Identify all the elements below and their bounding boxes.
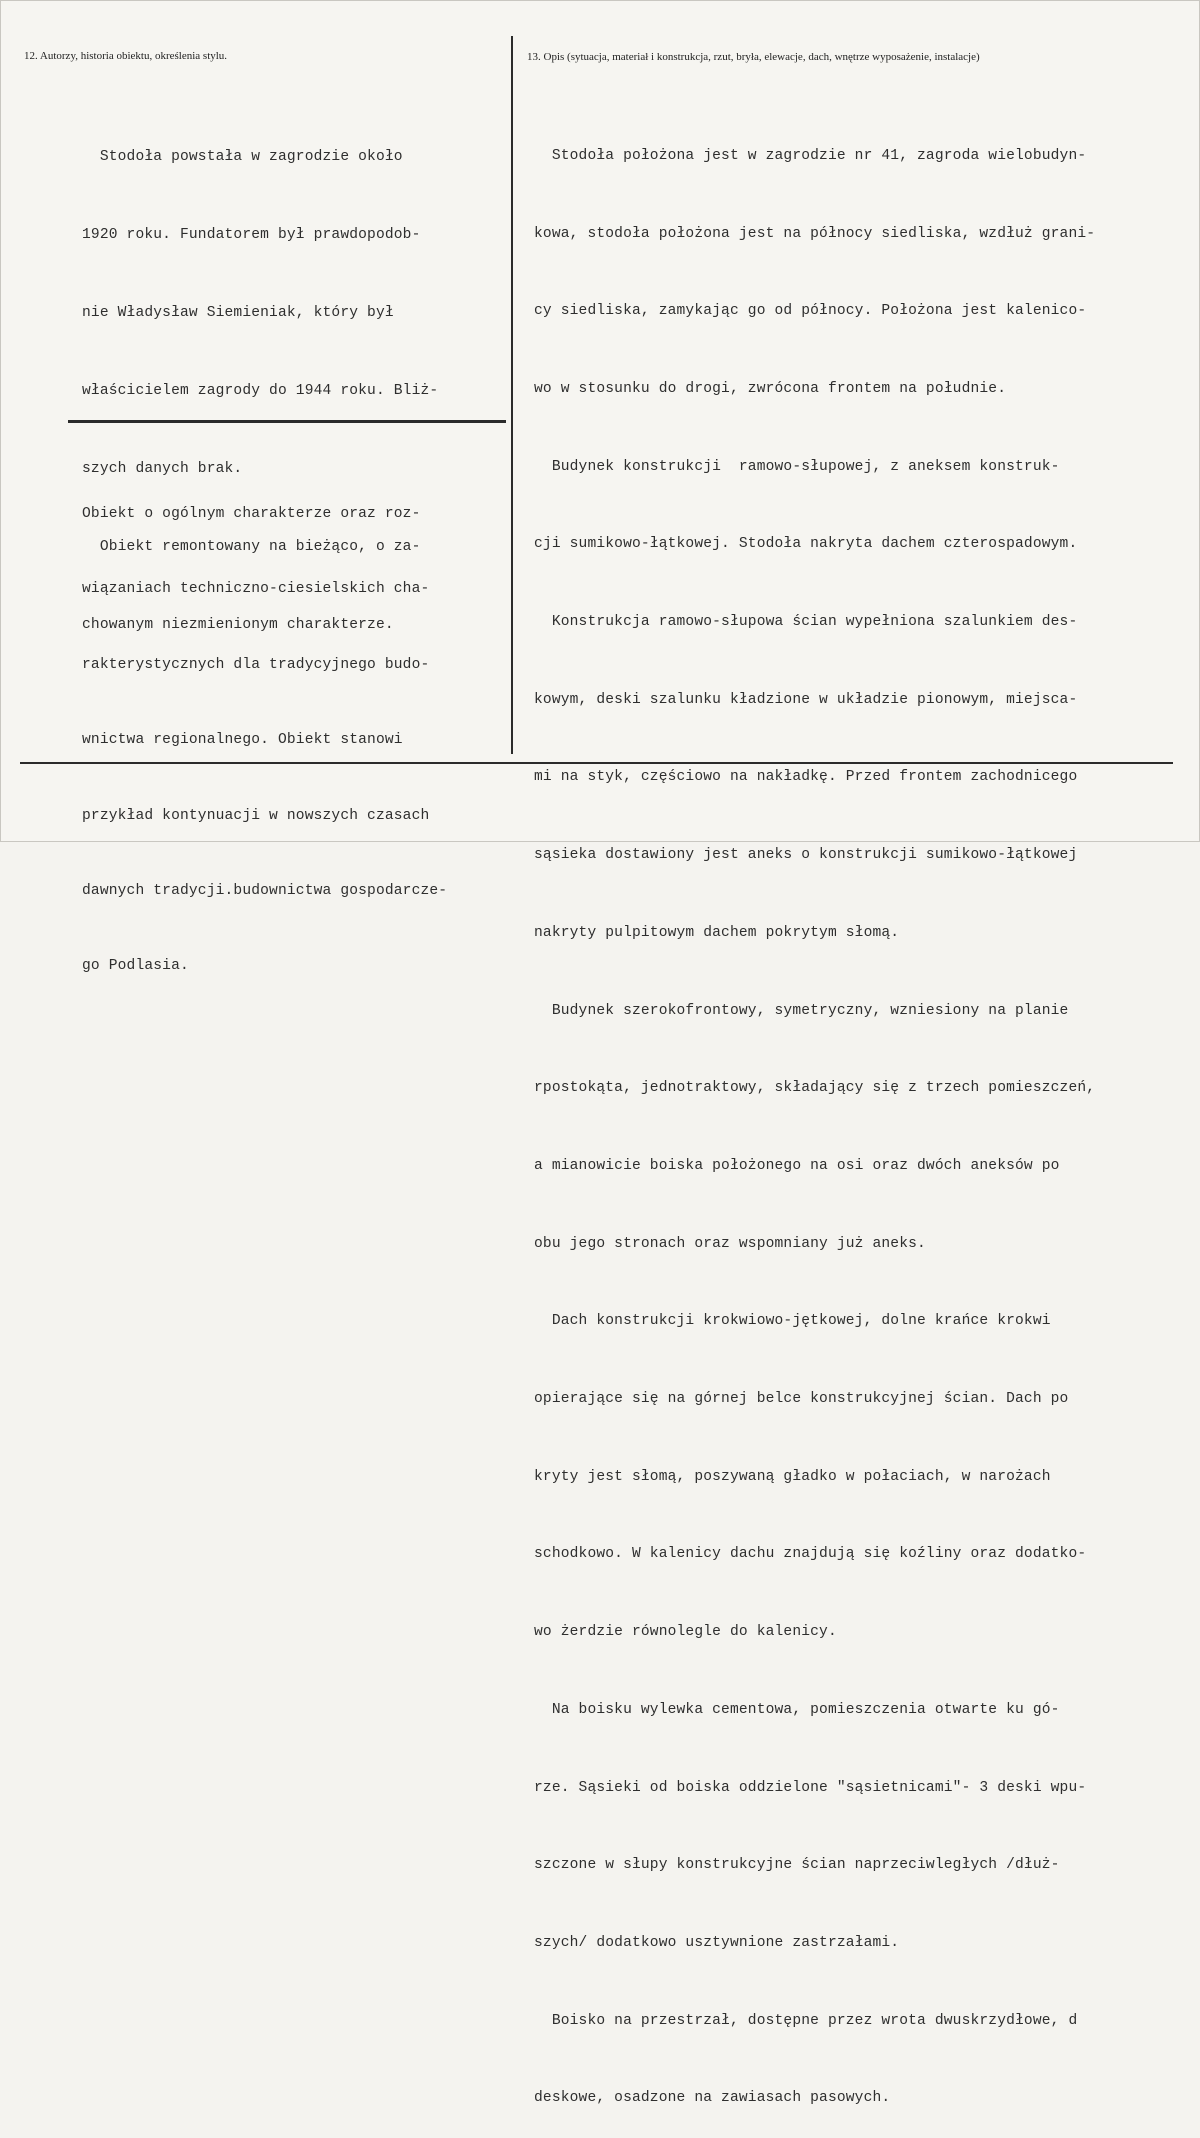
text-line: Obiekt remontowany na bieżąco, o za- [82, 539, 421, 555]
text-line: właścicielem zagrody do 1944 roku. Bliż- [82, 383, 439, 399]
text-line: obu jego stronach oraz wspomniany już aneks. [534, 1235, 926, 1252]
text-line: Budynek konstrukcji ramowo-słupowej, z aneksem konstruk- [534, 458, 1060, 475]
text-line: deskowe, osadzone na zawiasach pasowych. [534, 2090, 891, 2107]
text-line: kowym, deski szalunku kładzione w układzie pionowym, miejsca- [534, 691, 1078, 708]
text-line: mi na styk, częściowo na nakładkę. Przed frontem zachodnicego [534, 769, 1078, 786]
text-line: Boisko na przestrzał, dostępne przez wrota dwuskrzydłowe, d [534, 2012, 1078, 2029]
text-line: sąsieka dostawiony jest aneks o konstrukcji sumikowo-łątkowej [534, 847, 1078, 864]
text-line: go Podlasia. [82, 958, 189, 975]
text-line: kryty jest słomą, poszywaną gładko w połaciach, w narożach [534, 1468, 1051, 1485]
text-line: wnictwa regionalnego. Obiekt stanowi [82, 732, 403, 749]
text-line: przykład kontynuacji w nowszych czasach [82, 807, 430, 824]
text-line: a mianowicie boiska położonego na osi oraz dwóch aneksów po [534, 1157, 1060, 1174]
column-divider [511, 36, 513, 754]
description-text [534, 92, 1095, 2138]
text-line: kowa, stodoła położona jest na północy siedliska, wzdłuż grani- [534, 225, 1096, 242]
text-line: Dach konstrukcji krokwiowo-jętkowej, dolne krańce krokwi [534, 1313, 1051, 1330]
text-line: szych danych brak. [82, 461, 243, 477]
text-line: Budynek szerokofrontowy, symetryczny, wzniesiony na planie [534, 1002, 1069, 1019]
text-line: dawnych tradycji.budownictwa gospodarcze- [82, 882, 448, 899]
text-line: nakryty pulpitowym dachem pokrytym słomą. [534, 924, 900, 941]
text-line: wiązaniach techniczno-ciesielskich cha- [82, 581, 430, 598]
text-line: schodkowo. W kalenicy dachu znajdują się koźliny oraz dodatko- [534, 1546, 1087, 1563]
text-line: rpostokąta, jednotraktowy, składający się z trzech pomieszczeń, [534, 1080, 1096, 1097]
style-summary-text [82, 452, 447, 1005]
text-line: Na boisku wylewka cementowa, pomieszczenia otwarte ku gó- [534, 1701, 1060, 1718]
text-line: cji sumikowo-łątkowej. Stodoła nakryta dachem czterospadowym. [534, 536, 1078, 553]
text-line: chowanym niezmienionym charakterze. [82, 617, 394, 633]
text-line: nie Władysław Siemieniak, który był [82, 305, 394, 321]
text-line: wo w stosunku do drogi, zwrócona frontem na południe. [534, 380, 1007, 397]
text-line: Stodoła położona jest w zagrodzie nr 41, zagroda wielobudyn- [534, 147, 1087, 164]
text-line: szczone w słupy konstrukcyjne ścian naprzeciwległych /dłuż- [534, 1857, 1060, 1874]
section-12-header: 12. Autorzy, historia obiektu, określenia stylu. [24, 50, 228, 62]
text-line: Obiekt o ogólnym charakterze oraz roz- [82, 506, 421, 522]
text-line: Konstrukcja ramowo-słupowa ścian wypełniona szalunkiem des- [534, 614, 1078, 631]
text-line: opierające się na górnej belce konstrukcyjnej ścian. Dach po [534, 1391, 1069, 1408]
text-line: wo żerdzie równolegle do kalenicy. [534, 1624, 837, 1641]
text-line: 1920 roku. Fundatorem był prawdopodob- [82, 227, 421, 243]
section-13-header: 13. Opis (sytuacja, materiał i konstrukcja, rzut, bryła, elewacje, dach, wnętrze wyposażenie, instalacje) [527, 51, 980, 63]
text-line: rze. Sąsieki od boiska oddzielone "sąsietnicami"- 3 deski wpu- [534, 1779, 1087, 1796]
text-line: rakterystycznych dla tradycyjnego budo- [82, 656, 430, 673]
text-line: Stodoła powstała w zagrodzie około [82, 149, 403, 165]
text-line: cy siedliska, zamykając go od północy. Położona jest kalenico- [534, 303, 1087, 320]
text-line: szych/ dodatkowo usztywnione zastrzałami. [534, 1934, 900, 1951]
